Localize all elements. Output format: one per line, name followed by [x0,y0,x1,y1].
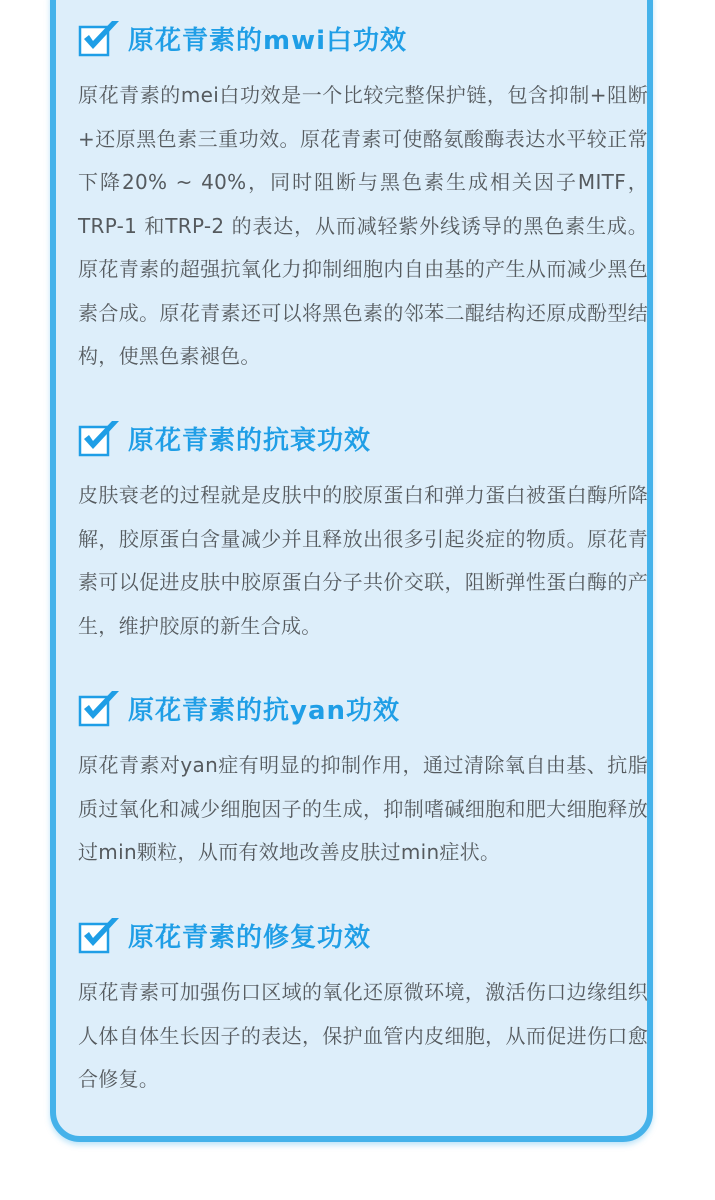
section-heading [78,915,648,955]
check-icon [78,689,122,727]
section-title: 原花青素的抗衰功效 [128,425,372,456]
section-body: 原花青素对yan症有明显的抑制作用，通过清除氧自由基、抗脂质过氧化和减少细胞因子的生成，抑制嗜碱细胞和肥大细胞释放过min颗粒，从而有效地改善皮肤过min症状。 [78,753,648,864]
section-title: 原花青素的mwi白功效 [128,25,408,56]
section-body: 皮肤衰老的过程就是皮肤中的胶原蛋白和弹力蛋白被蛋白酶所降解，胶原蛋白含量减少并且释放出很多引起炎症的物质。原花青素可以促进皮肤中胶原蛋白分子共价交联，阻断弹性蛋白酶的产生，维护胶原的新生合成。 [78,483,648,638]
check-icon [78,419,122,457]
section-body: 原花青素的mei白功效是一个比较完整保护链，包含抑制+阻断+还原黑色素三重功效。原花青素可使酪氨酸酶表达水平较正常下降20% ~ 40%，同时阻断与黑色素生成相关因子MITF，TRP-1 和TRP-2 的表达，从而减轻紫外线诱导的黑色素生成。原花青素的超强抗氧化力抑制细胞内自由基的产生从而减少黑色素合成。原花青素还可以将黑色素的邻苯二醌结构还原成酚型结构，使黑色素褪色。 [78,83,648,368]
section-heading [78,18,648,58]
section-title: 原花青素的抗yan功效 [128,695,401,726]
section-whitening [78,18,648,379]
section-repair [78,915,648,1102]
check-icon [78,19,122,57]
section-heading [78,688,648,728]
section-body: 原花青素可加强伤口区域的氧化还原微环境，激活伤口边缘组织人体自体生长因子的表达，保护血管内皮细胞，从而促进伤口愈合修复。 [78,980,648,1091]
check-icon [78,916,122,954]
section-heading [78,418,648,458]
section-title: 原花青素的修复功效 [128,922,372,953]
section-anti-aging [78,418,648,648]
section-anti-inflammation [78,688,648,875]
